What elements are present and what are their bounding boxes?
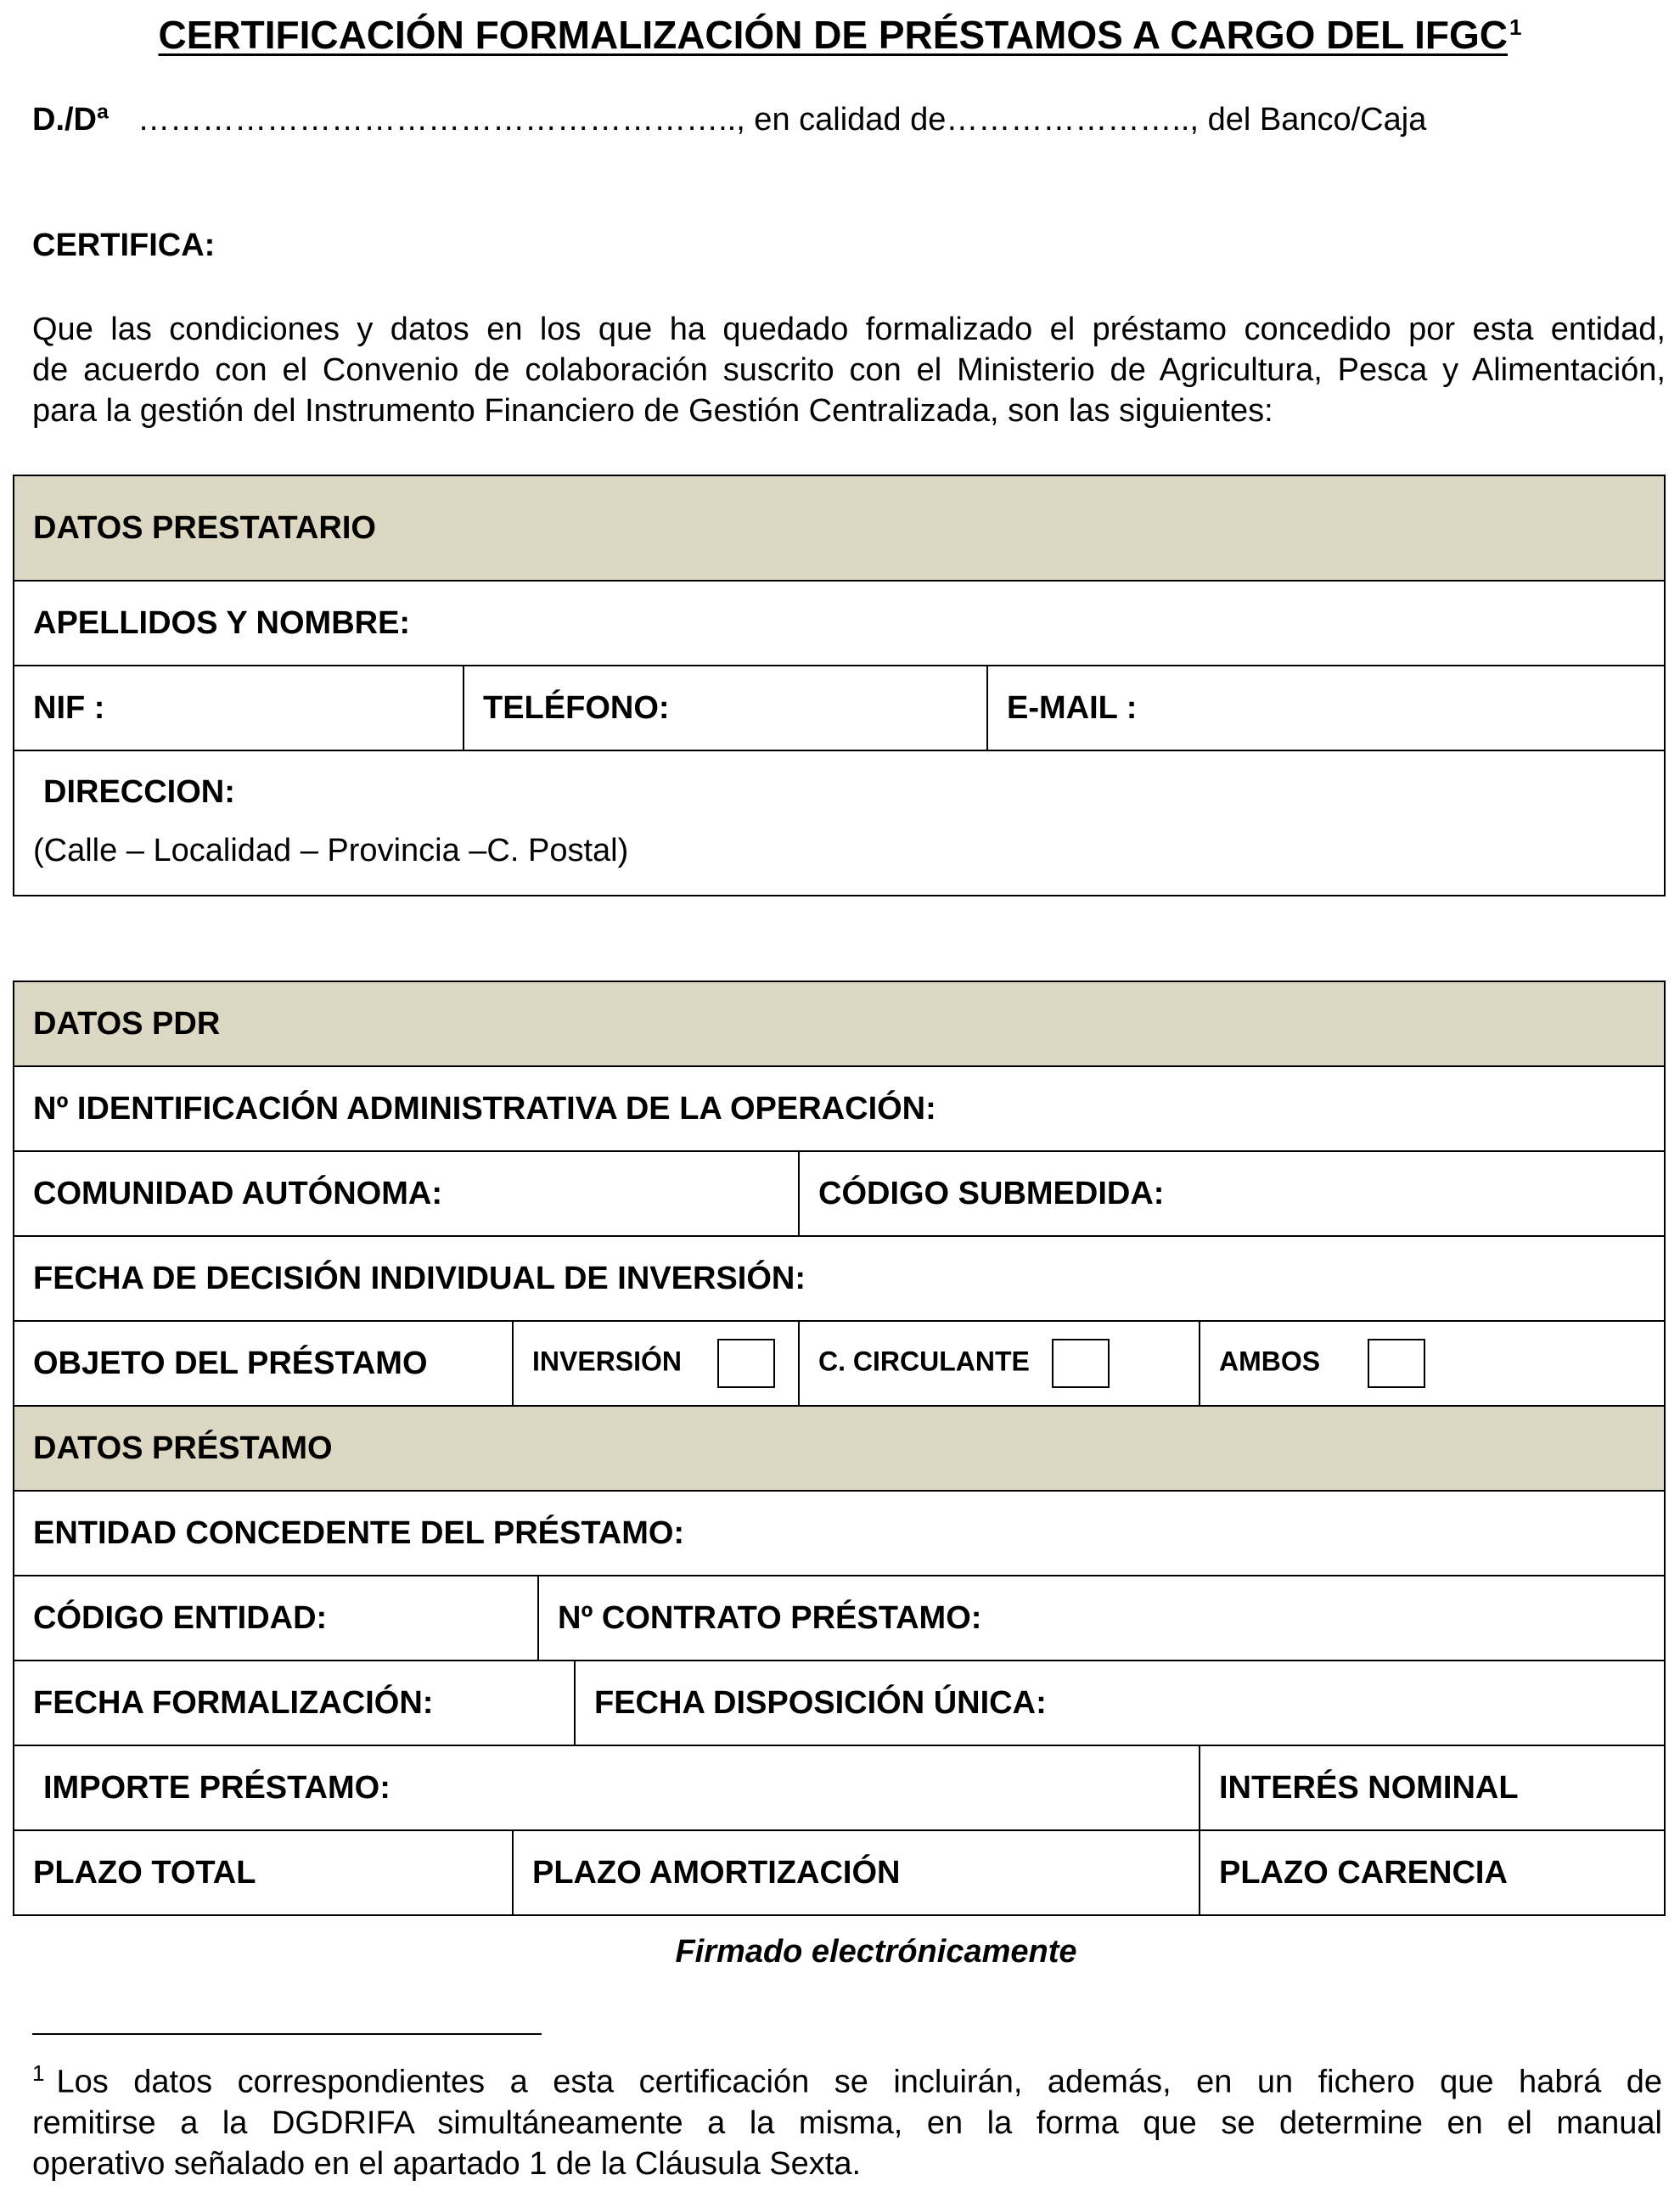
- autonomous-community-field[interactable]: COMUNIDAD AUTÓNOMA:: [14, 1151, 799, 1236]
- footnote-line: [32, 2053, 1662, 2103]
- borrower-table: [13, 475, 1666, 896]
- formalization-date-field[interactable]: [14, 1661, 575, 1745]
- title-text: CERTIFICACIÓN FORMALIZACIÓN DE PRÉSTAMOS A CARGO DEL IFGC: [158, 13, 1509, 57]
- total-term-field[interactable]: PLAZO TOTAL: [14, 1830, 513, 1915]
- declarant-text: ……………………………………………….., en calidad de………………….., del Banco/Caja: [138, 102, 1427, 138]
- borrower-section-header: DATOS PRESTATARIO: [14, 475, 1665, 581]
- entity-code-field[interactable]: CÓDIGO ENTIDAD:: [14, 1576, 538, 1661]
- address-hint: (Calle – Localidad – Provincia –C. Postal): [33, 832, 629, 868]
- phone-field[interactable]: TELÉFONO:: [464, 666, 987, 750]
- ambos-checkbox[interactable]: [1368, 1339, 1425, 1388]
- borrower-name-field[interactable]: APELLIDOS Y NOMBRE:: [14, 581, 1665, 666]
- option-ambos-label: AMBOS: [1219, 1346, 1321, 1377]
- contract-number-field[interactable]: Nº CONTRATO PRÉSTAMO:: [538, 1576, 1665, 1661]
- amortization-term-field[interactable]: PLAZO AMORTIZACIÓN: [513, 1830, 1200, 1915]
- option-circulante[interactable]: [799, 1321, 1200, 1406]
- page-title: [0, 12, 1680, 58]
- operation-id-field[interactable]: Nº IDENTIFICACIÓN ADMINISTRATIVA DE LA OPERACIÓN:: [14, 1066, 1665, 1151]
- footnote-line: remitirse a la DGDRIFA simultáneamente a la misma, en la forma que se determine en el manual: [32, 2105, 1662, 2141]
- loan-amount-field[interactable]: IMPORTE PRÉSTAMO:: [14, 1745, 1200, 1830]
- address-field[interactable]: [14, 750, 1665, 896]
- footnote-line-text: Los datos correspondientes a esta certificación se incluirán, además, en un fichero que habrá de: [56, 2064, 1662, 2100]
- email-field[interactable]: E-MAIL :: [987, 666, 1665, 750]
- option-inversion-label: INVERSIÓN: [532, 1346, 683, 1377]
- nominal-interest-field[interactable]: INTERÉS NOMINAL: [1200, 1745, 1665, 1830]
- title-footnote-ref: 1: [1509, 14, 1522, 40]
- grace-period-field[interactable]: PLAZO CARENCIA: [1200, 1830, 1665, 1915]
- address-label: DIRECCION:: [43, 773, 235, 810]
- option-circulante-label: C. CIRCULANTE: [818, 1346, 1030, 1377]
- certifica-paragraph: [32, 309, 1666, 431]
- disposal-date-field[interactable]: FECHA DISPOSICIÓN ÚNICA:: [575, 1661, 1665, 1745]
- declarant-line: [32, 102, 1426, 138]
- investment-decision-date-field[interactable]: FECHA DE DECISIÓN INDIVIDUAL DE INVERSIÓN:: [14, 1236, 1665, 1321]
- inversion-checkbox[interactable]: [717, 1339, 775, 1388]
- electronic-signature-note: Firmado electrónicamente: [675, 1934, 1077, 1970]
- pdr-section-header: DATOS PDR: [14, 981, 1665, 1066]
- formalization-date-label: FECHA FORMALIZACIÓN:: [33, 1684, 434, 1721]
- loan-section-header: DATOS PRÉSTAMO: [14, 1406, 1665, 1491]
- circulante-checkbox[interactable]: [1052, 1339, 1110, 1388]
- footnote-separator: [32, 2033, 542, 2035]
- paragraph-line: de acuerdo con el Convenio de colaboración suscrito con el Ministerio de Agricultura, Pesca y Alimentación,: [32, 352, 1666, 388]
- footnote-line: operativo señalado en el apartado 1 de la Cláusula Sexta.: [32, 2145, 862, 2182]
- footnote-marker: 1: [32, 2060, 45, 2086]
- declarant-label: D./Dª: [32, 102, 110, 138]
- loan-table: [13, 981, 1666, 1916]
- paragraph-line: para la gestión del Instrumento Financiero de Gestión Centralizada, son las siguientes:: [32, 393, 1273, 429]
- lending-entity-field[interactable]: ENTIDAD CONCEDENTE DEL PRÉSTAMO:: [14, 1491, 1665, 1576]
- submeasure-code-field[interactable]: CÓDIGO SUBMEDIDA:: [799, 1151, 1665, 1236]
- loan-purpose-label: OBJETO DEL PRÉSTAMO: [14, 1321, 513, 1406]
- option-ambos[interactable]: [1200, 1321, 1665, 1406]
- nif-field[interactable]: NIF :: [14, 666, 464, 750]
- certifica-heading: CERTIFICA:: [32, 228, 216, 263]
- footnote: [32, 2053, 1662, 2184]
- paragraph-line: Que las condiciones y datos en los que ha quedado formalizado el préstamo concedido por esta entidad,: [32, 312, 1666, 347]
- option-inversion[interactable]: [513, 1321, 799, 1406]
